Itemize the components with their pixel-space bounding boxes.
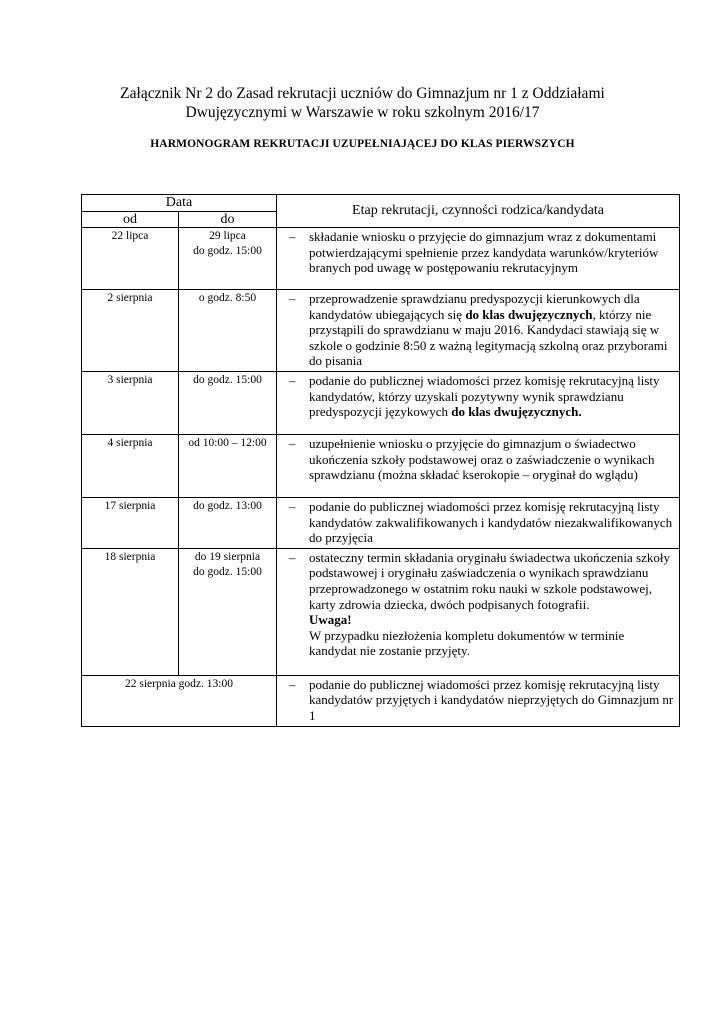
- note-label: Uwaga!: [309, 612, 352, 628]
- document-subtitle: HARMONOGRAM REKRUTACJI UZUPEŁNIAJĄCEJ DO KLAS PIERWSZYCH: [150, 138, 575, 150]
- schedule-table: [81, 194, 680, 727]
- header-etap: Etap rekrutacji, czynności rodzica/kandydata: [277, 195, 680, 228]
- document-title: [80, 84, 645, 122]
- stage-cell: [277, 371, 680, 434]
- dash-bullet: –: [289, 229, 296, 244]
- stage-text: składanie wniosku o przyjęcie do gimnazjum wraz z dokumentami potwierdzającymi spełnienie przez kandydata warunków/kryteriów branych pod uwagę w postępowaniu rekrutacyjnym: [309, 229, 659, 276]
- header-do: do: [179, 212, 277, 228]
- stage-cell: [277, 434, 680, 497]
- stage-text: podanie do publicznej wiadomości przez komisję rekrutacyjną listy kandydatów przyjętych i kandydatów nieprzyjętych do Gimnazjum nr 1: [309, 676, 674, 723]
- header-od: od: [82, 212, 179, 228]
- stage-text-bold: do klas dwujęzycznych: [465, 306, 593, 322]
- stage-text: uzupełnienie wniosku o przyjęcie do gimnazjum o świadectwo ukończenia szkoły podstawowej oraz o zaświadczenie o wynikach sprawdzianu (można składać kserokopie – oryginał do wglądu): [309, 435, 655, 483]
- stage-text: [309, 550, 675, 659]
- stage-text: podanie do publicznej wiadomości przez komisję rekrutacyjną listy kandydatów zakwalifikowanych i kandydatów niezakwalifikowanych do przyjęcia: [309, 498, 673, 546]
- stage-cell: [277, 548, 680, 675]
- dash-bullet: –: [289, 498, 296, 514]
- date-from: 22 lipca: [82, 228, 179, 290]
- stage-cell: [277, 228, 680, 290]
- dash-bullet: –: [289, 549, 296, 565]
- date-to-time: do godz. 15:00: [193, 565, 262, 578]
- date-from: 2 sierpnia: [82, 290, 179, 372]
- table-row: [82, 228, 680, 290]
- date-to: [179, 228, 277, 290]
- date-from: 18 sierpnia: [82, 548, 179, 675]
- table-row: [82, 371, 680, 434]
- table-row: [82, 675, 680, 726]
- table-row: [82, 548, 680, 675]
- table-row: [82, 290, 680, 372]
- dash-bullet: –: [289, 676, 296, 692]
- stage-text-part: przeprowadzenie sprawdzianu predyspozycji kierunkowych dla kandydatów ubiegających się: [309, 291, 640, 322]
- date-to-time: do godz. 15:00: [193, 245, 262, 257]
- table-row: [82, 434, 680, 497]
- date-to: do godz. 13:00: [179, 497, 277, 548]
- date-to: od 10:00 – 12:00: [179, 434, 277, 497]
- stage-cell: [277, 675, 680, 726]
- stage-text-part: , którzy nie przystąpili do sprawdzianu w maju 2016. Kandydaci stawiają się w szkole o godzinie 8:50 z ważną legitymacją szkolną oraz przyborami do pisania: [309, 306, 668, 369]
- dash-bullet: –: [289, 372, 296, 388]
- date-to: o godz. 8:50: [179, 290, 277, 372]
- date-to: do godz. 15:00: [179, 371, 277, 434]
- header-data: Data: [82, 195, 277, 212]
- date-to-line: 29 lipca: [209, 230, 246, 242]
- date-to-line: do 19 sierpnia: [194, 550, 261, 563]
- stage-cell: [277, 497, 680, 548]
- stage-text: [309, 291, 675, 369]
- stage-cell: [277, 290, 680, 372]
- title-line-1: Załącznik Nr 2 do Zasad rekrutacji uczniów do Gimnazjum nr 1 z Oddziałami: [120, 85, 605, 102]
- date-from: 3 sierpnia: [82, 371, 179, 434]
- note-text: W przypadku niezłożenia kompletu dokumentów w terminie kandydat nie zostanie przyjęty.: [309, 627, 625, 659]
- date-from: 4 sierpnia: [82, 434, 179, 497]
- dash-bullet: –: [289, 435, 296, 451]
- stage-text: [309, 373, 675, 420]
- table-row: [82, 497, 680, 548]
- stage-text-part: podanie do publicznej wiadomości przez komisję rekrutacyjną listy kandydatów, którzy uzyskali pozytywny wynik sprawdzianu predyspozycji językowych: [309, 372, 660, 420]
- stage-text-part: ostateczny termin składania oryginału świadectwa ukończenia szkoły podstawowej i oryginału zaświadczenia o wynikach sprawdzianu przeprowadzonego w ostatnim roku nauki w szkole podstawowej, karty zdrowia dziecka, dwóch podpisanych fotografii.: [309, 549, 670, 612]
- stage-text-bold: do klas dwujęzycznych.: [451, 404, 582, 420]
- dash-bullet: –: [289, 291, 296, 306]
- date-full: 22 sierpnia godz. 13:00: [82, 675, 277, 726]
- title-line-2: Dwujęzycznymi w Warszawie w roku szkolnym 2016/17: [185, 104, 540, 121]
- date-from: 17 sierpnia: [82, 497, 179, 548]
- date-to: [179, 548, 277, 675]
